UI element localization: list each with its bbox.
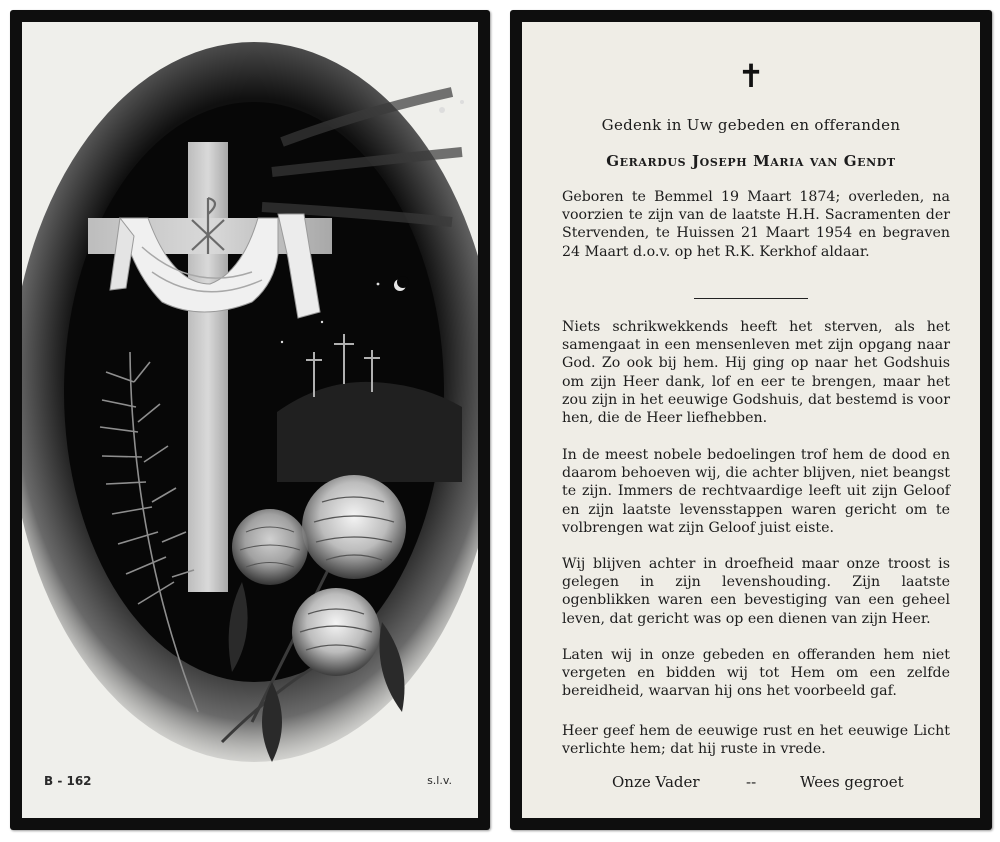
meditation-paragraph: Niets schrikwekkends heeft het sterven, als het samengaat in een mensenleven met zijn opgang naar God. Zo ook bij hem. Hij ging op naar het Godshuis om zijn Heer dank, lof en eer te brengen, maar het zou zijn in het eeuwige Godshuis, dat bestemd is voor hen, die de Heer liefhebben. <box>562 319 950 427</box>
memorial-card-front <box>10 10 490 830</box>
chrysanthemum-flower <box>232 509 308 585</box>
memorial-card-back <box>510 10 992 830</box>
chrysanthemum-flower <box>292 588 380 676</box>
meditation-paragraph: Wij blijven achter in droefheid maar onze troost is gelegen in zijn levenshouding. Zijn laatste ogenblikken waren een bevestiging van een geheel leven, dat gericht was op een dienen van zijn Heer. <box>562 556 950 627</box>
memorial-text-panel <box>522 22 980 818</box>
meditation-paragraph: In de meest nobele bedoelingen trof hem de dood en daarom behoeven wij, die achter blijven, niet beangst te zijn. Immers de rechtvaardige leeft uit zijn Geloof en zijn laatste levensstappen waren gericht om te volbrengen wat zijn Geloof juist eiste. <box>562 447 950 536</box>
cross-icon: ✝ <box>737 57 765 95</box>
calvary-hill <box>277 382 462 482</box>
closing-prayer: Heer geef hem de eeuwige rust en het eeuwige Licht verlichte hem; dat hij ruste in vrede. <box>562 723 950 758</box>
divider-line <box>694 298 808 299</box>
publisher-mark: s.l.v. <box>427 774 452 787</box>
card-number: B - 162 <box>44 774 92 788</box>
deceased-name: Gerardus Joseph Maria van Gendt <box>606 152 896 170</box>
meditation-paragraph: Laten wij in onze gebeden en offeranden hem niet vergeten en bidden wij tot Hem om een zelfde bereidheid, waarvan hij ons het voorbeeld gaf. <box>562 647 950 700</box>
prayer-our-father: Onze Vader <box>612 773 700 791</box>
devotional-illustration <box>22 22 478 818</box>
chrysanthemum-flower <box>302 475 406 579</box>
prayer-separator: -- <box>746 773 757 791</box>
invocation-line: Gedenk in Uw gebeden en offeranden <box>601 116 901 134</box>
cross-and-flowers-illustration <box>22 22 478 818</box>
biography-paragraph: Geboren te Bemmel 19 Maart 1874; overleden, na voorzien te zijn van de laatste H.H. Sacramenten der Stervenden, te Huissen 21 Maart 1954 en begraven 24 Maart d.o.v. op het R.K. Kerkhof aldaar. <box>562 189 950 260</box>
prayer-hail-mary: Wees gegroet <box>800 773 904 791</box>
